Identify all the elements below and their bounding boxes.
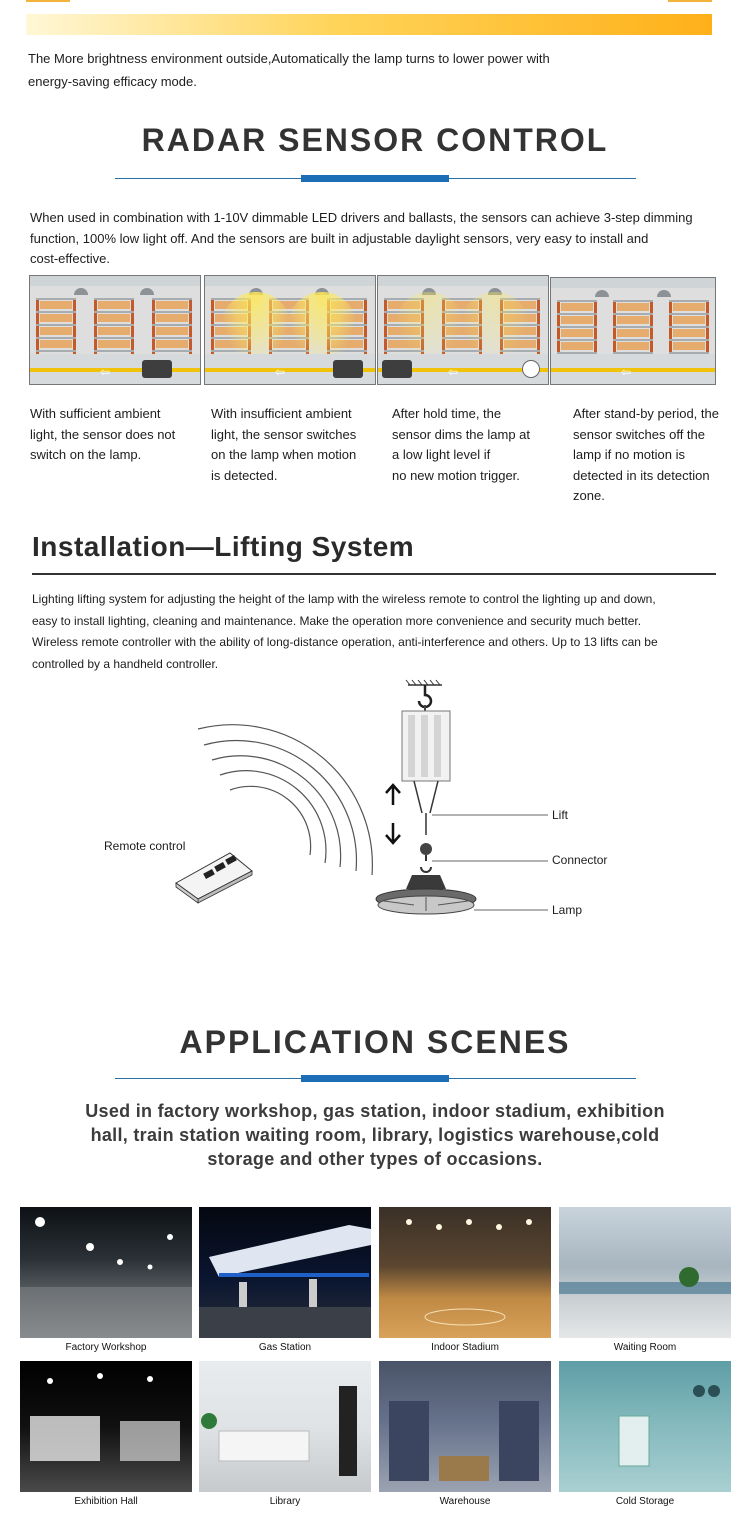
- installation-rule: [32, 573, 716, 575]
- caption-line: a low light level if: [392, 447, 491, 462]
- caption-line: sensor dims the lamp at: [392, 426, 531, 442]
- scene-photo-waiting-room: [559, 1207, 731, 1338]
- ceiling-hook-icon: [419, 685, 431, 707]
- radar-desc-line-3: cost-effective.: [30, 251, 110, 266]
- radar-title-accent: [301, 175, 449, 182]
- scene-label-warehouse: Warehouse: [439, 1496, 491, 1507]
- banner-arrow-left-icon: [26, 0, 70, 8]
- down-arrow-icon: [386, 823, 400, 843]
- applications-title-accent: [301, 1075, 449, 1082]
- sensor-caption-3: [392, 404, 562, 486]
- caption-line: on the lamp when motion: [211, 447, 357, 462]
- caption-line: light, the sensor switches: [211, 426, 357, 442]
- caption-line: no new motion trigger.: [392, 467, 520, 483]
- radar-section-title: RADAR SENSOR CONTROL: [141, 122, 609, 158]
- lift-cable: [414, 781, 438, 813]
- sensor-caption-4: [573, 404, 743, 507]
- subtitle-line: hall, train station waiting room, library, logistics warehouse,cold: [90, 1125, 660, 1145]
- installation-line: Lighting lifting system for adjusting the height of the lamp with the wireless remote to control the lighting up and down,: [32, 592, 656, 606]
- caption-line: zone.: [573, 488, 605, 503]
- sensor-scene-lamp-off: ⇦: [550, 277, 716, 385]
- scene-label-stadium: Indoor Stadium: [431, 1342, 499, 1353]
- installation-title: Installation—Lifting System: [32, 531, 415, 562]
- clock-icon: [522, 360, 540, 378]
- remote-control-label: Remote control: [104, 839, 186, 853]
- installation-text: [32, 589, 658, 675]
- intro-line-1: The More brightness environment outside,Automatically the lamp turns to lower power with: [28, 51, 550, 66]
- installation-line: controlled by a handheld controller.: [32, 656, 219, 671]
- caption-line: detected in its detection: [573, 467, 710, 483]
- sensor-caption-1: [30, 404, 200, 466]
- radar-description: [30, 208, 693, 270]
- intro-line-2: energy-saving efficacy mode.: [28, 74, 197, 89]
- caption-line: sensor switches off the: [573, 426, 705, 442]
- applications-title: APPLICATION SCENES: [179, 1024, 571, 1060]
- caption-line: With insufficient ambient: [211, 406, 352, 421]
- scene-label-library: Library: [269, 1496, 301, 1507]
- subtitle-line: Used in factory workshop, gas station, indoor stadium, exhibition: [85, 1101, 665, 1121]
- scene-photo-exhibition: [20, 1361, 192, 1492]
- scene-photo-stadium: [379, 1207, 551, 1338]
- lift-label: Lift: [552, 808, 569, 822]
- sensor-scene-lamp-on: ⇦: [204, 275, 376, 385]
- caption-line: switch on the lamp.: [30, 447, 142, 462]
- connector-ring: [420, 843, 432, 855]
- banner-arrow-right-icon: [668, 0, 712, 8]
- caption-line: is detected.: [211, 467, 278, 483]
- scene-label-gas-station: Gas Station: [258, 1342, 312, 1353]
- scene-label-exhibition: Exhibition Hall: [74, 1496, 138, 1507]
- lamp-label: Lamp: [552, 903, 583, 917]
- signal-wave: [230, 786, 311, 855]
- caption-line: With sufficient ambient: [30, 406, 161, 421]
- scene-label-factory: Factory Workshop: [65, 1342, 147, 1353]
- subtitle-line: storage and other types of occasions.: [207, 1149, 543, 1169]
- sensor-caption-2: [211, 404, 381, 486]
- caption-line: lamp if no motion is: [573, 447, 685, 462]
- sensor-scene-dimmed: ⇦: [377, 275, 549, 385]
- up-arrow-icon: [386, 785, 400, 805]
- connector-label: Connector: [552, 853, 608, 867]
- high-bay-lamp: [376, 875, 476, 914]
- signal-wave: [198, 725, 372, 875]
- installation-line: Wireless remote controller with the ability of long-distance operation, anti-interference and others. Up to 13 lifts can be: [32, 635, 658, 649]
- caption-line: After stand-by period, the: [573, 406, 719, 421]
- caption-line: After hold time, the: [392, 406, 502, 421]
- scene-photo-factory: [20, 1207, 192, 1338]
- scene-label-cold-storage: Cold Storage: [615, 1496, 675, 1507]
- remote-control-device: [176, 853, 252, 903]
- scene-label-waiting-room: Waiting Room: [613, 1342, 677, 1353]
- intro-text: [28, 47, 550, 93]
- installation-line: easy to install lighting, cleaning and maintenance. Make the operation more convenience and security much better.: [32, 613, 642, 628]
- scene-photo-cold-storage: [559, 1361, 731, 1492]
- applications-subtitle: [0, 1099, 750, 1171]
- signal-wave: [204, 741, 356, 871]
- scene-photo-warehouse: [379, 1361, 551, 1492]
- radar-desc-line-1: When used in combination with 1-10V dimmable LED drivers and ballasts, the sensors can achieve 3-step dimming: [30, 210, 693, 225]
- sensor-scene-daylight: ⇦: [29, 275, 201, 385]
- scene-photo-library: [199, 1361, 371, 1492]
- radar-desc-line-2: function, 100% low light off. And the sensors are built in adjustable daylight sensors, very easy to install and: [30, 230, 649, 246]
- scene-photo-gas-station: [199, 1207, 371, 1338]
- top-gradient-banner: [26, 14, 712, 35]
- caption-line: light, the sensor does not: [30, 426, 176, 442]
